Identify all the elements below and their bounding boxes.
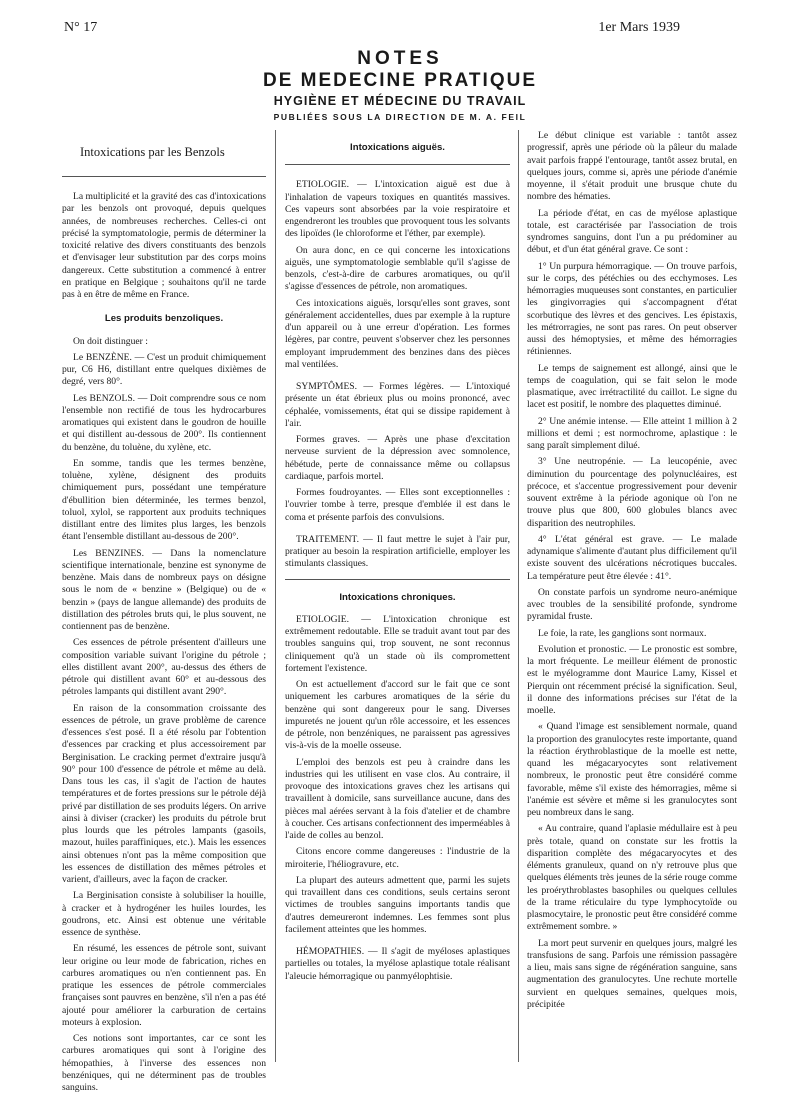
section-rule — [285, 164, 510, 165]
section-rule — [285, 579, 510, 580]
title-rule — [62, 176, 266, 177]
column-right — [527, 130, 737, 1015]
paragraph: 4° L'état général est grave. — Le malade adynamique s'alimente d'autant plus difficilement qu'il existe souvent des ulcérations nécrotiques buccales. La température peut être élevée : 41°. — [527, 533, 737, 582]
paragraph: SYMPTÔMES. — Formes légères. — L'intoxiqué présente un état ébrieux plus ou moins prononcé, avec céphalée, vomissements, état qui se dissipe rapidement à l'air. — [285, 381, 510, 429]
paragraph: La Berginisation consiste à solubiliser la houille, à cracker et à hydrogéner les huiles lourdes, les goudrons, etc. Ainsi est obtenue une véritable essence de synthèse. — [62, 890, 266, 938]
paragraph: TRAITEMENT. — Il faut mettre le sujet à l'air pur, pratiquer au besoin la respiration artificielle, employer les stimulants classiques. — [285, 533, 510, 570]
paragraph: On est actuellement d'accord sur le fait que ce sont uniquement les carbures aromatiques de la série du benzène qui sont dangereux pour le sang. Diverses impuretés ne jouent qu'un rôle accessoire, et les essences de pétrole, non benzéniques, ne paraissent pas agressives vis-à-vis de la moelle osseuse. — [285, 679, 510, 752]
section-heading: Intoxications chroniques. — [339, 591, 456, 603]
paragraph: Ces notions sont importantes, car ce sont les carbures aromatiques qui sont à l'origine des hémopathies, à l'inverse des essences non benzéniques, qui ne déterminent pas de troubles sanguins. — [62, 1033, 266, 1093]
masthead — [0, 48, 800, 124]
paragraph: Ces essences de pétrole présentent d'ailleurs une composition variable suivant l'origine du pétrole ; elles distillent avant 200°, au-dessus des éthers de pétrole qui distillent avant 60° et au-dessous des pétroles lampants qui distillent avant 290°. — [62, 637, 266, 698]
paragraph: On constate parfois un syndrome neuro-anémique avec troubles de la sensibilité profonde, syndrome pyramidal fruste. — [527, 586, 737, 623]
paragraph: ETIOLOGIE. — L'intoxication aiguë est due à l'inhalation de vapeurs toxiques en quantités massives. Ces vapeurs sont absorbées par la voie respiratoire et engendreront les troubles que provoquent tous les solvants des lipoïdes (le chloroforme et l'éther, par exemple). — [285, 179, 510, 240]
paragraph: Formes graves. — Après une phase d'excitation nerveuse survient de la dépression avec somnolence, hébétude, perte de connaissance même ou collapsus cardiaque, parfois mortel. — [285, 434, 510, 482]
paragraph: En résumé, les essences de pétrole sont, suivant leur origine ou leur mode de fabrication, riches en carbures aromatiques ou n'en contiennent pas. En pratique les essences de pétrole commerciales françaises sont pauvres en benzène, s'il n'en a pas été ajouté pour améliorer la carburation de certains moteurs à explosion. — [62, 943, 266, 1028]
intro-paragraph: La multiplicité et la gravité des cas d'intoxications par les benzols ont provoqué, depuis quelques années, de nombreuses recherches. Celles-ci ont précisé la symptomatologie, permis de déterminer la toxicité relative des divers constituants des benzols et d'envisager leur substitution par des corps moins dangereux. Cette substitution a commencé à entrer en pratique en Belgique ; souhaitons qu'il ne tarde pas à en être de même en France. — [62, 191, 266, 300]
column-divider — [275, 130, 276, 1062]
paragraph: 3° Une neutropénie. — La leucopénie, avec diminution du pourcentage des polynucléaires, est précoce, et s'accentue progressivement pour devenir souvent extrême à la période agonique où l'on ne trouve plus que 800, 600 globules blancs avec disparition des neutrophiles. — [527, 456, 737, 529]
issue-date: 1er Mars 1939 — [598, 20, 680, 35]
masthead-tagline: HYGIÈNE ET MÉDECINE DU TRAVAIL — [273, 94, 527, 108]
paragraph: La mort peut survenir en quelques jours, malgré les transfusions de sang. Parfois une rémission passagère a lieu, mais sans signe de régénération sanguine, sans augmentation des granulocytes. Une rechute mortelle survient en quelques semaines, quelques mois, précipitée — [527, 937, 737, 1010]
column-divider — [518, 130, 519, 1062]
column-middle — [285, 130, 510, 987]
paragraph: « Au contraire, quand l'aplasie médullaire est à peu près totale, quand on constate sur les frottis la disparition complète des mégacaryocytes et des éléments granuleux, quand on n'y retrouve plus que quelques éléments très jeunes de la série rouge comme les proérythroblastes basophiles ou quelques cellules de la trame réticulaire du type lymphocytoïde ou plasmocytaire, le pronostic peut être considéré comme extrêmement sombre. » — [527, 823, 737, 933]
paragraph: Evolution et pronostic. — Le pronostic est sombre, la mort fréquente. Le meilleur élément de pronostic est le myélogramme dont Maurice Lamy, Kissel et Pierquin ont récemment précisé la signification. Seul, il donne des informations précises sur l'état de la moelle. — [527, 643, 737, 716]
paragraph: La période d'état, en cas de myélose aplastique totale, est caractérisée par l'association de trois syndromes sanguins, dont l'un a pu prédominer au début, et d'un état général grave. Ce sont : — [527, 207, 737, 256]
paragraph: La plupart des auteurs admettent que, parmi les sujets qui travaillent dans ces conditions, seuls certains seront victimes de troubles sanguins importants tandis que d'autres demeureront indemnes. Les femmes sont plus facilement atteintes que les hommes. — [285, 874, 510, 935]
paragraph: On aura donc, en ce qui concerne les intoxications aiguës, une symptomatologie semblable qu'il s'agisse de benzols, c'est-à-dire de carbures aromatiques, ou qu'il s'agisse d'essences de pétrole, non aromatiques. — [285, 244, 510, 293]
paragraph: L'emploi des benzols est peu à craindre dans les industries qui les utilisent en vase clos. Au contraire, il provoque des intoxications graves chez les artisans qui travaillent à domicile, sans surveillance aucune, dans des pièces mal aérées servant à la fois d'atelier et de chambre à coucher. Ces artisans confectionnent des imperméables à l'aide de colles au benzol. — [285, 756, 510, 841]
masthead-subtitle: DE MEDECINE PRATIQUE — [262, 70, 537, 91]
paragraph: Les BENZOLS. — Doit comprendre sous ce nom l'ensemble non rectifié de tous les hydrocarbures aromatiques qui existent dans le goudron de houille et qui distillent au-dessous de 200°. Ils contiennent du benzène, du toluène, du xylène, etc. — [62, 392, 266, 453]
paragraph: On doit distinguer : — [73, 335, 148, 347]
section-heading: Les produits benzoliques. — [104, 313, 224, 325]
section-heading: Intoxications aiguës. — [350, 142, 445, 153]
paragraph: Le BENZÈNE. — C'est un produit chimiquement pur, C6 H6, distillant entre quelques dixièmes de degré, vers 80°. — [62, 351, 266, 388]
paragraph: Ces intoxications aiguës, lorsqu'elles sont graves, sont généralement accidentelles, dues par exemple à la rupture d'un appareil ou à une erreur d'opération. Les formes légères, par contre, peuvent s'observer chez les personnes employant imprudemment des benzines dans des pièces mal ventilées. — [285, 297, 510, 370]
paragraph: Le foie, la rate, les ganglions sont normaux. — [538, 627, 707, 639]
paragraph: Citons encore comme dangereuses : l'industrie de la miroiterie, l'héliogravure, etc. — [285, 846, 510, 870]
paragraph: Le temps de saignement est allongé, ainsi que le temps de coagulation, qui se fait selon le mode plasmatique, avec irrétractilité du caillot. Le signe du lacet est positif, le nombre des plaquettes diminué. — [527, 362, 737, 411]
paragraph: Les BENZINES. — Dans la nomenclature scientifique internationale, benzine est synonyme de benzène. Mais dans de nombreux pays on désigne sous le nom de « benzine » (Belgique) ou de « benzin » (pays de langue allemande) des produits de distillation des pétroles bruts qui, le plus souvent, ne contiennent pas de benzène. — [62, 547, 266, 632]
paragraph: « Quand l'image est sensiblement normale, quand la proportion des granulocytes reste importante, quand la réaction érythroblastique de la moelle est nette, quand les mégacaryocytes sont relativement nombreux, le pronostic peut être considéré comme favorable, même s'il existe des hémorragies, même si l'anémie est sévère et même si les granulocytes sont peu nombreux dans le sang. — [527, 721, 737, 818]
paragraph: Formes foudroyantes. — Elles sont exceptionnelles : l'ouvrier tombe à terre, presque d'emblée il est dans le coma et présente parfois des convulsions. — [285, 487, 510, 523]
issue-number: N° 17 — [64, 20, 98, 35]
paragraph: 1° Un purpura hémorragique. — On trouve parfois, sur le corps, des pétéchies ou des ecchymoses. Les hémorragies muqueuses sont constantes, en particulier les gingivorragies qui s'accompagnent d'état scorbutique des lèvres et des gencives. Les épistaxis, les métrorragies, ne sont pas rares. On peut observer aussi des hémoptysies, et même des hémorragies rétiniennes. — [527, 260, 737, 358]
page-header — [64, 20, 680, 40]
paragraph: ETIOLOGIE. — L'intoxication chronique est extrêmement redoutable. Elle se traduit avant tout par des troubles sanguins qui, trop souvent, ne sont reconnus cliniquement qu'à un stade où ils compromettent fortement l'existence. — [285, 613, 510, 674]
paragraph: Le début clinique est variable : tantôt assez progressif, après une période où la pâleur du malade avait parfois frappé l'entourage, tantôt assez brutal, en quelques jours, comme si, après une période d'anémie moyenne, il s'était produit une brusque chute du nombre des hématies. — [527, 130, 737, 203]
article-title: Intoxications par les Benzols — [80, 145, 225, 159]
paragraph: En somme, tandis que les termes benzène, toluène, xylène, désignent des produits chimiquement purs, possédant une température d'ébullition bien déterminée, les termes benzol, toluol, xylol, se rapportent aux produits techniques distillant entre des limites plus larges, les benzols étant l'ensemble distillant au-dessous de 200°. — [62, 457, 266, 543]
masthead-title: NOTES — [357, 48, 443, 69]
column-left — [62, 130, 266, 1098]
paragraph: HÉMOPATHIES. — Il s'agit de myéloses aplastiques partielles ou totales, la myélose aplastique totale réalisant l'aleucie hémorragique ou panmyélophtisie. — [285, 946, 510, 982]
paragraph: En raison de la consommation croissante des essences de pétrole, un grave problème de carence d'essences s'est posé. Il a été résolu par l'obtention d'essences par cracking et plus accessoirement par Berginisation. Le cracking permet d'extraire jusqu'à 90° pour 100 d'essence de pétrole et même au delà. Dans tous les cas, il s'agit de l'action de hautes températures et de fortes pressions sur le pétrole déjà privé par distillation de ses produits légers. On arrive ainsi à diviser (cracker) les produits du pétrole brut plus lourds que les pétroles lampants (gasoils, mazout, huiles paraffiniques, etc.). Mais les essences ainsi obtenues n'ont pas la même composition que les essences de distillation des mêmes pétroles et varient, d'ailleurs, avec la façon de cracker. — [62, 702, 266, 885]
masthead-direction: PUBLIÉES SOUS LA DIRECTION DE M. A. FEIL — [273, 112, 527, 122]
paragraph: 2° Une anémie intense. — Elle atteint 1 million à 2 millions et demi ; est normochrome, aplastique : le sang paraît simplement dilué. — [527, 415, 737, 451]
